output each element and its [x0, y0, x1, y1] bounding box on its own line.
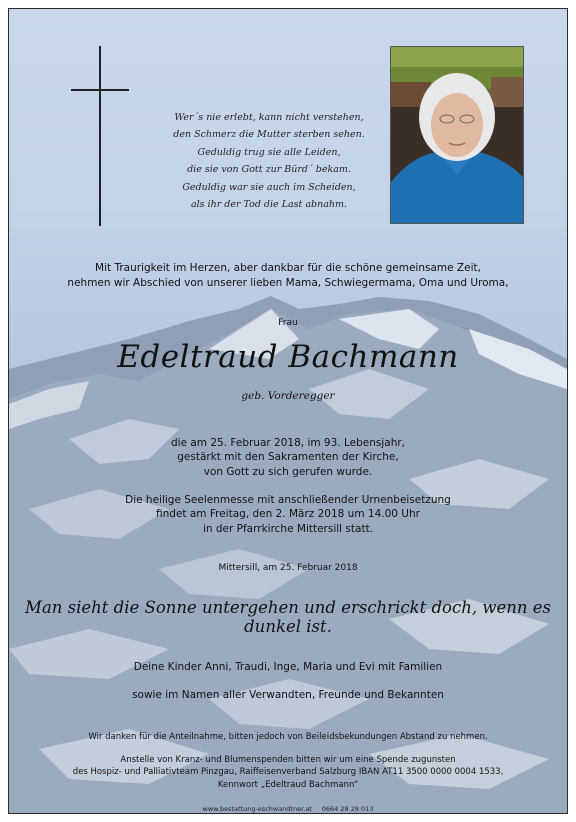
children-line: Deine Kinder Anni, Traudi, Inge, Maria und Evi mit Familien [133, 661, 443, 673]
footer-phone: 0664 28 28 013 [321, 805, 374, 813]
cross-icon-bar [71, 89, 129, 91]
poem [149, 109, 389, 213]
poem-line: die sie von Gott zur Bürd´ bekam. [187, 164, 351, 176]
poem-line: den Schmerz die Mutter sterben sehen. [173, 129, 365, 141]
intro-line: nehmen wir Abschied von unserer lieben Mama, Schwiegermama, Oma und Uroma, [67, 277, 509, 289]
poem-line: als ihr der Tod die Last abnahm. [190, 199, 348, 211]
footer [29, 805, 547, 813]
intro-text [29, 261, 547, 291]
deceased-name: Edeltraud Bachmann [117, 339, 459, 375]
donation-line: Anstelle von Kranz- und Blumenspenden bitten wir um eine Spende zugunsten [120, 755, 456, 765]
maiden-name: geb. Vorderegger [241, 390, 335, 402]
relatives-line: sowie im Namen aller Verwandten, Freunde und Bekannten [132, 689, 444, 701]
death-info-line: die am 25. Februar 2018, im 93. Lebensjahr, [170, 437, 406, 449]
mass-info-line: findet am Freitag, den 2. März 2018 um 14.00 Uhr [156, 508, 420, 521]
footer-website[interactable]: www.bestattung-eschwandtner.at [202, 805, 312, 813]
donation-line: Kennwort „Edeltraud Bachmann“ [217, 779, 359, 790]
donation-line: des Hospiz- und Palliativteam Pinzgau, Raiffeisenverband Salzburg IBAN AT11 3500 0000 0004 1533, [72, 767, 504, 778]
intro-line: Mit Traurigkeit im Herzen, aber dankbar für die schöne gemeinsame Zeit, [95, 262, 481, 274]
death-info [29, 436, 547, 479]
thanks-note: Wir danken für die Anteilnahme, bitten jedoch von Beileidsbekundungen Abstand zu nehmen. [88, 732, 488, 742]
poem-line: Geduldig war sie auch im Scheiden, [182, 181, 356, 193]
poem-line: Geduldig trug sie alle Leiden, [197, 146, 341, 158]
cross-icon [99, 46, 101, 226]
death-info-line: gestärkt mit den Sakramenten der Kirche, [177, 451, 399, 464]
portrait-photo [390, 46, 524, 224]
death-info-line: von Gott zu sich gerufen wurde. [203, 465, 373, 478]
poem-line: Wer´s nie erlebt, kann nicht verstehen, [174, 112, 364, 123]
place-date: Mittersill, am 25. Februar 2018 [218, 563, 358, 573]
title-prefix: Frau [278, 318, 298, 328]
obituary-card [8, 8, 568, 814]
donation-note [29, 754, 547, 791]
mass-info-line: in der Pfarrkirche Mittersill statt. [202, 522, 374, 535]
mass-info [29, 493, 547, 536]
quote: Man sieht die Sonne untergehen und erschrickt doch, wenn es dunkel ist. [25, 598, 551, 636]
mass-info-line: Die heilige Seelenmesse mit anschließender Urnenbeisetzung [125, 494, 451, 506]
